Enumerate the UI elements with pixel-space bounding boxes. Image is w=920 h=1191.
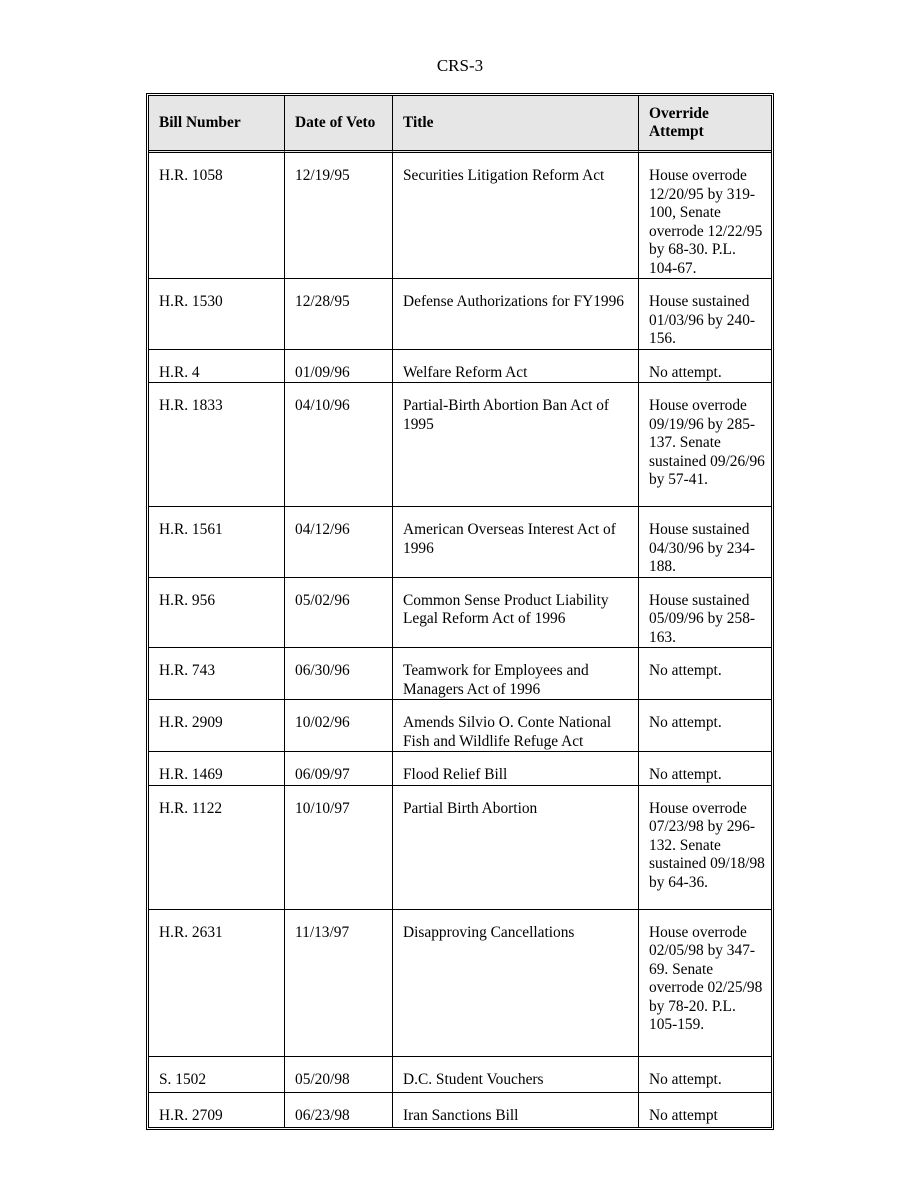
- title-cell: Securities Litigation Reform Act: [393, 153, 639, 279]
- table-row: [149, 350, 771, 384]
- override-cell: House sustained 01/03/96 by 240-156.: [639, 279, 771, 350]
- table-row: [149, 1093, 771, 1127]
- veto-date-cell: 06/09/97: [285, 752, 393, 786]
- veto-date-cell: 04/10/96: [285, 383, 393, 507]
- title-cell: American Overseas Interest Act of 1996: [393, 507, 639, 578]
- veto-date-cell: 10/10/97: [285, 786, 393, 910]
- override-cell: House sustained 05/09/96 by 258-163.: [639, 578, 771, 649]
- bill-number-cell: H.R. 1122: [149, 786, 285, 910]
- veto-date-cell: 05/20/98: [285, 1057, 393, 1093]
- bill-number-cell: H.R. 1530: [149, 279, 285, 350]
- title-cell: D.C. Student Vouchers: [393, 1057, 639, 1093]
- title-cell: Common Sense Product Liability Legal Reform Act of 1996: [393, 578, 639, 649]
- table-row: [149, 578, 771, 649]
- veto-date-cell: 11/13/97: [285, 910, 393, 1057]
- title-cell: Partial-Birth Abortion Ban Act of 1995: [393, 383, 639, 507]
- veto-table-frame: [146, 93, 774, 1130]
- override-cell: No attempt.: [639, 1057, 771, 1093]
- veto-date-cell: 12/19/95: [285, 153, 393, 279]
- column-header-bill-number: Bill Number: [149, 96, 285, 153]
- bill-number-cell: H.R. 2909: [149, 700, 285, 752]
- column-header-override-attempt: Override Attempt: [639, 96, 771, 153]
- bill-number-cell: H.R. 1833: [149, 383, 285, 507]
- veto-date-cell: 01/09/96: [285, 350, 393, 384]
- title-cell: Disapproving Cancellations: [393, 910, 639, 1057]
- bill-number-cell: H.R. 1058: [149, 153, 285, 279]
- override-cell: No attempt.: [639, 752, 771, 786]
- bill-number-cell: H.R. 956: [149, 578, 285, 649]
- table-row: [149, 752, 771, 786]
- title-cell: Amends Silvio O. Conte National Fish and Wildlife Refuge Act: [393, 700, 639, 752]
- table-row: [149, 383, 771, 507]
- override-cell: No attempt: [649, 1106, 718, 1124]
- table-row: [149, 700, 771, 752]
- veto-date-cell: 04/12/96: [285, 507, 393, 578]
- table-row: [149, 279, 771, 350]
- column-header-title: Title: [393, 96, 639, 153]
- title-cell: Flood Relief Bill: [393, 752, 639, 786]
- table-row: [149, 153, 771, 279]
- table-row: [149, 648, 771, 700]
- override-cell: House sustained 04/30/96 by 234-188.: [639, 507, 771, 578]
- table-header-row: [149, 96, 771, 153]
- title-cell: Iran Sanctions Bill: [393, 1093, 639, 1127]
- veto-date-cell: 06/23/98: [285, 1093, 393, 1127]
- bill-number-cell: H.R. 1561: [149, 507, 285, 578]
- override-cell: House overrode 09/19/96 by 285-137. Senate sustained 09/26/96 by 57-41.: [639, 383, 771, 507]
- veto-date-cell: 05/02/96: [285, 578, 393, 649]
- override-cell: House overrode 12/20/95 by 319-100, Senate overrode 12/22/95 by 68-30. P.L. 104-67.: [639, 153, 771, 279]
- bill-number-cell: H.R. 2631: [149, 910, 285, 1057]
- bill-number-cell: S. 1502: [149, 1057, 285, 1093]
- bill-number-cell: H.R. 2709: [149, 1093, 285, 1127]
- override-cell: House overrode 07/23/98 by 296-132. Senate sustained 09/18/98 by 64-36.: [639, 786, 771, 910]
- title-cell: Defense Authorizations for FY1996: [393, 279, 639, 350]
- table-row: [149, 786, 771, 910]
- title-cell: Partial Birth Abortion: [393, 786, 639, 910]
- table-row: [149, 1057, 771, 1093]
- title-cell: Teamwork for Employees and Managers Act of 1996: [393, 648, 639, 700]
- table-row: [149, 910, 771, 1057]
- override-cell: No attempt.: [639, 350, 771, 384]
- bill-number-cell: H.R. 4: [149, 350, 285, 384]
- override-cell: House overrode 02/05/98 by 347-69. Senate overrode 02/25/98 by 78-20. P.L. 105-159.: [639, 910, 771, 1057]
- override-cell: No attempt.: [639, 700, 771, 752]
- page-header: CRS-3: [436, 56, 484, 75]
- table-row: [149, 507, 771, 578]
- bill-number-cell: H.R. 1469: [149, 752, 285, 786]
- veto-date-cell: 12/28/95: [285, 279, 393, 350]
- veto-date-cell: 06/30/96: [285, 648, 393, 700]
- bill-number-cell: H.R. 743: [149, 648, 285, 700]
- column-header-date-of-veto: Date of Veto: [285, 96, 393, 153]
- veto-date-cell: 10/02/96: [285, 700, 393, 752]
- override-cell: No attempt.: [639, 648, 771, 700]
- veto-table: [149, 96, 771, 1127]
- title-cell: Welfare Reform Act: [393, 350, 639, 384]
